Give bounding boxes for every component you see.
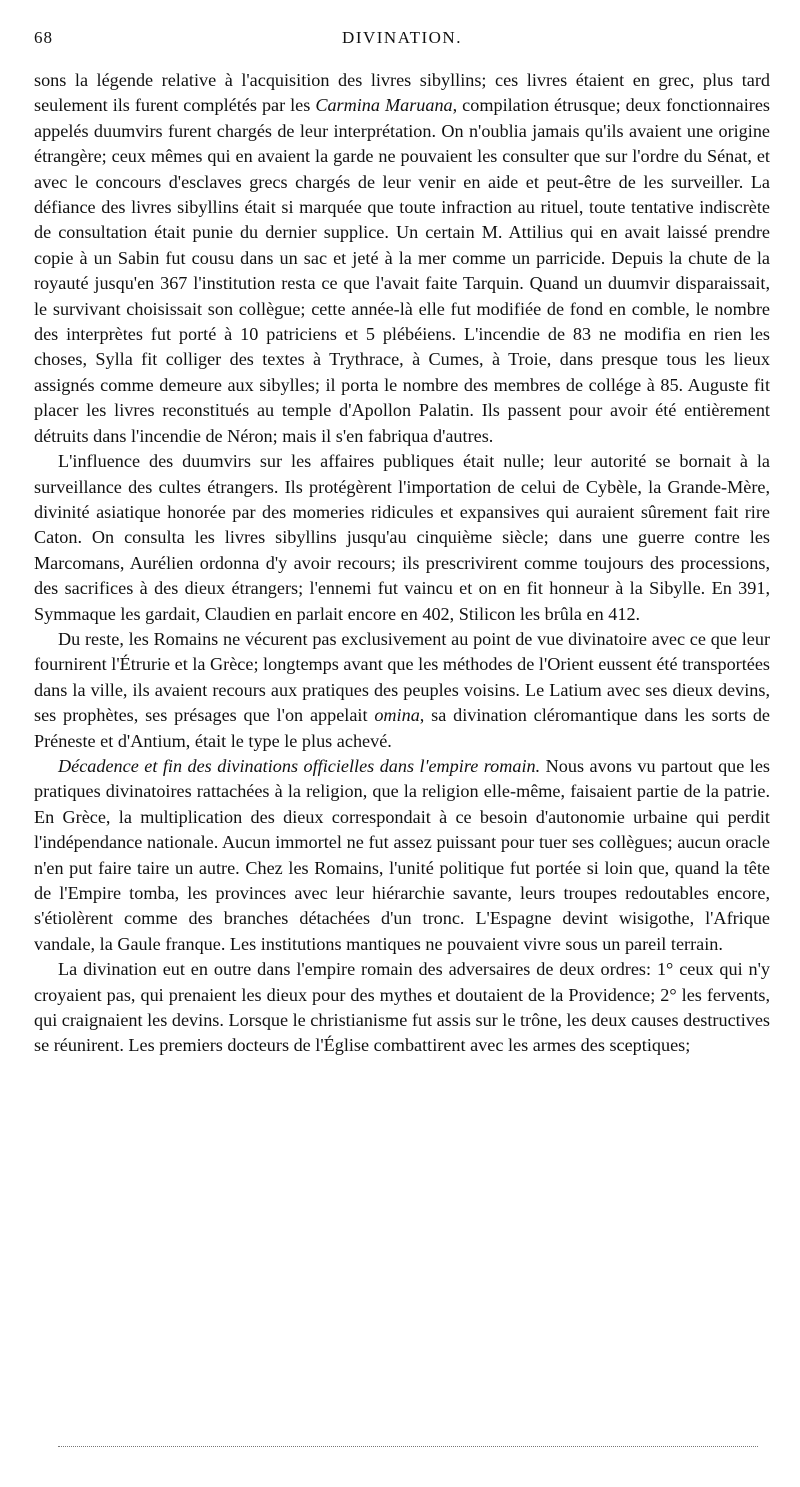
- paragraph: [34, 68, 770, 449]
- paragraph: [34, 449, 770, 627]
- running-title: DIVINATION.: [342, 28, 462, 47]
- text-segment: L'influence des duumvirs sur les affaires publiques était nulle; leur autorité se bornait à la surveillance des cultes étrangers. Ils protégèrent l'importation de celui de Cybèle, la Grande-Mère, divinité asiatique honorée par des momeries ridicules et expansives qui auraient sûrement fait rire Caton. On consulta les livres sibyllins jusqu'au cinquième siècle; dans une guerre contre les Marcomans, Aurélien ordonna d'y avoir recours; ils prescrivirent comme toujours des processions, des sacrifices à des dieux étrangers; l'ennemi fut vaincu et on en fit honneur à la Sibylle. En 391, Symmaque les gardait, Claudien en parlait encore en 402, Stilicon les brûla en 412.: [34, 451, 770, 624]
- book-page: [34, 28, 770, 1059]
- footer-rule: [58, 1446, 758, 1447]
- paragraph: [34, 627, 770, 754]
- page-header: [34, 28, 770, 50]
- text-segment: , sa divination cléromantique dans les sorts de Préneste et d'Antium, était le type le plus achevé.: [34, 705, 770, 751]
- page-number: 68: [34, 28, 53, 47]
- paragraph: [34, 957, 770, 1059]
- body-text: [34, 68, 770, 1059]
- italic-text: omina: [374, 705, 420, 726]
- text-segment: Du reste, les Romains ne vécurent pas exclusivement au point de vue divinatoire avec ce que leur fournirent l'Étrurie et la Grèce; longtemps avant que les méthodes de l'Orient eussent été transportées dans la ville, ils avaient recours aux pratiques des peuples voisins. Le Latium avec ses dieux devins, ses prophètes, ses présages que l'on appelait: [34, 628, 770, 726]
- text-segment: , compilation étrusque; deux fonctionnaires appelés duumvirs furent chargés de leur interprétation. On n'oublia jamais qu'ils avaient une origine étrangère; ceux mêmes qui en avaient la garde ne pouvaient les consulter que sur l'ordre du Sénat, et avec le concours d'esclaves grecs chargés de leur venir en aide et peut-être de les surveiller. La défiance des livres sibyllins était si marquée que toute infraction au rituel, toute tentative indiscrète de consultation était punie du dernier supplice. Un certain M. Attilius qui en avait laissé prendre copie à un Sabin fut cousu dans un sac et jeté à la mer comme un parricide. Depuis la chute de la royauté jusqu'en 367 l'institution resta ce que l'avait faite Tarquin. Quand un duumvir disparaissait, le survivant choisissait son collègue; cette année-là elle fut modifiée de fond en comble, le nombre des interprètes fut porté à 10 patriciens et 5 plébéiens. L'incendie de 83 ne modifia en rien les choses, Sylla fit colliger des textes à Trythrace, à Cumes, à Troie, dans presque tous les lieux assignés comme demeure aux sibylles; il porta le nombre des membres de collége à 85. Auguste fit placer les livres reconstitués au temple d'Apollon Palatin. Ils passent pour avoir été entièrement détruits dans l'incendie de Néron; mais il s'en fabriqua d'autres.: [34, 95, 771, 446]
- text-segment: sons la légende relative à l'acquisition des livres sibyllins; ces livres étaient en grec, plus tard seulement ils furent complétés par les: [34, 70, 770, 116]
- paragraph: [34, 754, 770, 957]
- italic-text: Carmina Maruana: [315, 95, 453, 116]
- text-segment: La divination eut en outre dans l'empire romain des adversaires de deux ordres: 1° ceux qui n'y croyaient pas, qui prenaient les dieux pour des mythes et doutaient de la Providence; 2° les fervents, qui craignaient les devins. Lorsque le christianisme fut assis sur le trône, les deux causes destructives se réunirent. Les premiers docteurs de l'Église combattirent avec les armes des sceptiques;: [34, 959, 770, 1056]
- italic-text: Décadence et fin des divinations officielles dans l'empire romain.: [58, 755, 541, 776]
- text-segment: Nous avons vu partout que les pratiques divinatoires rattachées à la religion, que la religion elle-même, faisaient partie de la patrie. En Grèce, la multiplication des dieux correspondait à ce besoin d'autonomie urbaine qui perdit l'indépendance nationale. Aucun immortel ne fut assez puissant pour tuer ses collègues; aucun oracle n'en put faire taire un autre. Chez les Romains, l'unité politique fut portée si loin que, quand la tête de l'Empire tomba, les provinces avec leur hiérarchie savante, leurs troupes redoutables encore, s'étiolèrent comme des branches détachées d'un tronc. L'Espagne devint wisigothe, l'Afrique vandale, la Gaule franque. Les institutions mantiques ne pouvaient vivre sous un pareil terrain.: [34, 755, 770, 954]
